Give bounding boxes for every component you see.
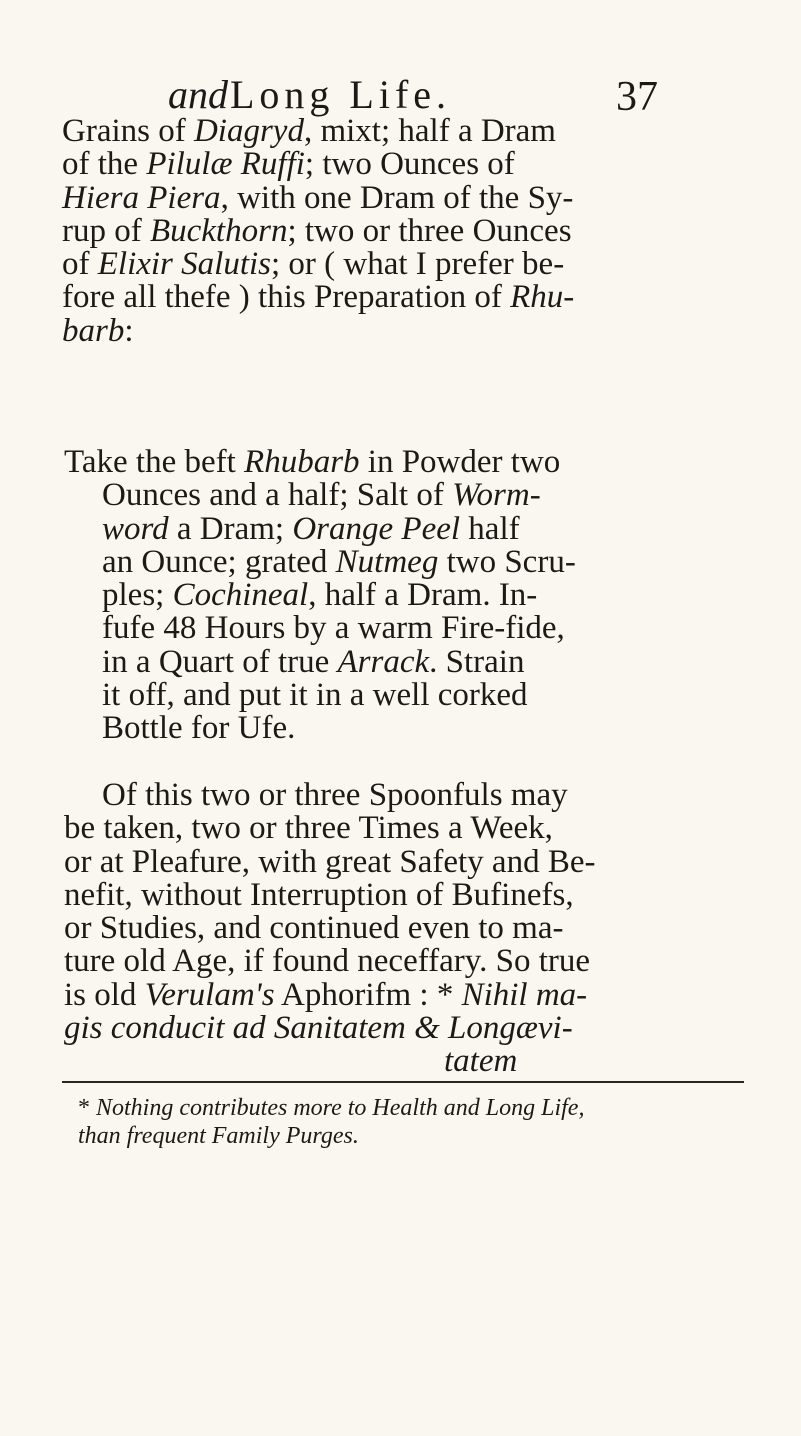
text-line: or Studies, and continued even to ma- [64, 910, 564, 947]
text-line [62, 212, 574, 249]
text-run-italic: Orange Peel [292, 510, 461, 547]
text-line: or at Pleafure, with great Safety and Be- [64, 843, 596, 880]
text-run-italic: word [102, 510, 169, 547]
text-run-italic: Nihil ma- [461, 976, 588, 1013]
paragraph-dosage [64, 779, 595, 1079]
text-line [64, 479, 576, 512]
text-line [64, 510, 576, 547]
text-run: ; two or three Ounces [287, 212, 572, 249]
text-run-italic: Rhubarb [244, 444, 360, 480]
text-run-italic: Arrack [337, 643, 430, 680]
text-run-italic: Verulam's [144, 976, 275, 1013]
text-run: Ounces and a half; Salt of [102, 477, 453, 514]
text-run-italic: Hiera Piera [62, 179, 221, 216]
paragraph-recipe [64, 446, 576, 746]
text-run: Take the beft [64, 444, 245, 480]
text-run: fore all thefe ) this Preparation of [62, 279, 511, 316]
text-line [62, 115, 574, 148]
text-run: in Powder two [359, 444, 561, 480]
text-run: rup of [62, 212, 150, 249]
text-line: Bottle for Ufe. [102, 710, 296, 747]
text-run: , half a Dram. In- [308, 577, 538, 614]
text-line [62, 312, 574, 349]
text-run-italic: barb [62, 312, 125, 349]
text-run-italic: Buckthorn [149, 212, 288, 249]
running-header-and: and [168, 72, 228, 117]
text-line: tatem [444, 1043, 518, 1080]
text-run: half [460, 510, 520, 547]
footnote [78, 1094, 584, 1150]
text-run: in a Quart of true [102, 643, 338, 680]
text-run-italic: Nothing contributes more to Health and Long Life, [96, 1095, 585, 1121]
text-run: : [124, 312, 134, 349]
text-run: is old [64, 976, 145, 1013]
text-line [62, 248, 574, 281]
text-line [62, 179, 574, 216]
text-run-italic: Diagryd [193, 113, 304, 149]
text-run: of the [62, 146, 147, 183]
text-line: nefit, without Interruption of Bufinefs, [64, 876, 574, 913]
text-line [64, 543, 576, 580]
text-run: , mixt; half a Dram [303, 113, 556, 149]
text-run: Grains of [62, 113, 194, 149]
text-line: it off, and put it in a well corked [102, 677, 528, 714]
text-line [62, 281, 574, 314]
text-run-italic: Cochineal [172, 577, 309, 614]
text-run: ; or ( what I prefer be- [271, 246, 565, 283]
text-line [64, 579, 576, 612]
paragraph-remedies [62, 115, 574, 348]
page-number: 37 [616, 74, 658, 120]
text-run-italic: Nutmeg [335, 543, 439, 580]
running-header-title: Long Life. [230, 72, 452, 117]
text-run: Aphorifm : * [274, 976, 462, 1013]
text-run-italic: Worm- [452, 477, 541, 514]
footnote-rule [62, 1081, 744, 1083]
text-run: . Strain [429, 643, 525, 680]
text-line [64, 446, 576, 479]
text-run: of [62, 246, 98, 283]
footnote-line: than frequent Family Purges. [78, 1123, 359, 1149]
text-line: ture old Age, if found neceffary. So true [64, 943, 591, 980]
text-line: be taken, two or three Times a Week, [64, 810, 553, 847]
footnote-mark: * [78, 1095, 90, 1121]
text-run-italic: Elixir Salutis [97, 246, 271, 283]
text-line [64, 643, 576, 680]
text-run: an Ounce; grated [102, 543, 336, 580]
text-run: ; two Ounces of [304, 146, 515, 183]
text-run: , with one Dram of the Sy- [220, 179, 574, 216]
text-run: a Dram; [168, 510, 293, 547]
text-run: two Scru- [438, 543, 576, 580]
text-line: fufe 48 Hours by a warm Fire-fide, [102, 610, 565, 647]
footnote-line [78, 1094, 584, 1122]
text-run-italic: Pilulæ Ruffi [146, 146, 305, 183]
text-line [64, 976, 595, 1013]
text-run-italic: Rhu- [510, 279, 575, 316]
text-line: gis conducit ad Sanitatem & Longævi- [64, 1010, 573, 1047]
text-run: ples; [102, 577, 173, 614]
text-line [62, 148, 574, 181]
text-line: Of this two or three Spoonfuls may [102, 777, 568, 813]
